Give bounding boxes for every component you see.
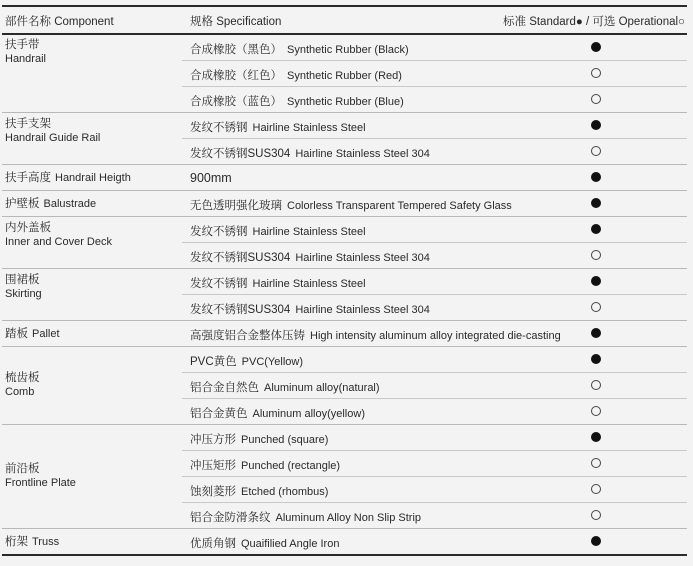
standard-dot-icon [591,432,601,442]
group-divider [2,320,687,321]
standard-dot-icon [591,224,601,234]
spec-name-cn: 合成橡胶（红色） [190,70,282,82]
component-cell [5,327,60,341]
component-name-cn: 护壁板 [5,198,40,210]
component-name-en: Pallet [32,328,60,340]
spec-name-cn: 高强度铝合金整体压铸 [190,330,305,342]
header-specification: 规格 Specification [190,16,282,28]
spec-name-cn: 铝合金防滑条纹 [190,512,271,524]
spec-name-en: Aluminum alloy(yellow) [252,408,365,420]
spec-name-en: PVC(Yellow) [241,356,303,368]
row-divider [182,242,687,243]
optional-circle-icon [591,406,601,416]
spec-text [190,327,561,343]
component-name-en: Inner and Cover Deck [5,236,112,248]
component-cell [5,171,131,185]
spec-name-cn: 无色透明强化玻璃 [190,200,282,212]
spec-name-en: Aluminum alloy(natural) [264,382,380,394]
standard-dot-icon [591,42,601,52]
spec-text [190,431,328,447]
component-cell [5,38,46,66]
optional-circle-icon [591,94,601,104]
spec-name-cn: 合成橡胶（蓝色） [190,96,282,108]
component-name-cn: 内外盖板 [5,222,51,234]
optional-circle-icon [591,458,601,468]
spec-name-cn: 发纹不锈钢 [190,226,248,238]
optional-circle-icon [591,380,601,390]
spec-text [190,93,404,109]
header-legend: 标准 Standard● / 可选 Operational○ [503,16,685,28]
standard-dot-icon [591,198,601,208]
spec-name-en: Hairline Stainless Steel 304 [295,148,430,160]
group-divider [2,190,687,191]
spec-name-en: Punched (rectangle) [241,460,341,472]
spec-name-en: Aluminum Alloy Non Slip Strip [275,512,422,524]
component-cell [5,117,100,145]
spec-name-en: Etched (rhombus) [241,486,329,498]
component-name-en: Handrail [5,53,46,65]
optional-circle-icon [591,302,601,312]
spec-name-en: Synthetic Rubber (Black) [287,44,409,56]
spec-text [190,353,303,369]
component-cell [5,221,112,249]
spec-name-en: Synthetic Rubber (Blue) [287,96,404,108]
spec-text [190,249,430,265]
spec-name-en: Synthetic Rubber (Red) [287,70,402,82]
row-divider [182,398,687,399]
component-name-en: Handrail Guide Rail [5,132,101,144]
spec-name-en: Quaifilied Angle Iron [241,538,340,550]
table-top-rule [2,5,687,7]
spec-text [190,457,340,473]
row-divider [182,450,687,451]
spec-name-cn: 900mm [190,171,232,185]
spec-name-cn: 冲压矩形 [190,460,236,472]
spec-name-cn: PVC黄色 [190,356,237,368]
group-divider [2,346,687,347]
component-cell [5,535,59,549]
spec-name-en: Punched (square) [241,434,329,446]
group-divider [2,112,687,113]
component-name-cn: 梳齿板 [5,372,40,384]
spec-text [190,119,366,135]
component-name-en: Balustrade [43,198,97,210]
spec-name-en: Hairline Stainless Steel 304 [295,252,430,264]
spec-text [190,379,380,395]
row-divider [182,294,687,295]
group-divider [2,268,687,269]
row-divider [182,60,687,61]
component-cell [5,371,40,399]
group-divider [2,424,687,425]
standard-dot-icon [591,120,601,130]
component-name-cn: 扶手支架 [5,118,51,130]
spec-name-cn: 优质角钢 [190,538,236,550]
spec-name-en: Hairline Stainless Steel [252,122,366,134]
standard-dot-icon [591,354,601,364]
standard-dot-icon [591,172,601,182]
row-divider [182,502,687,503]
component-name-cn: 前沿板 [5,463,40,475]
spec-name-cn: 发纹不锈钢 [190,278,248,290]
spec-name-en: Hairline Stainless Steel 304 [295,304,430,316]
group-divider [2,554,687,556]
group-divider [2,528,687,529]
component-name-en: Handrail Heigth [55,172,131,184]
spec-text [190,171,232,185]
spec-text [190,41,409,57]
standard-dot-icon [591,328,601,338]
spec-text [190,535,339,551]
component-name-cn: 扶手高度 [5,172,51,184]
spec-name-cn: 铝合金自然色 [190,382,259,394]
row-divider [182,372,687,373]
spec-text [190,145,430,161]
header-rule [2,33,687,35]
spec-name-en: Colorless Transparent Tempered Safety Glass [287,200,512,212]
spec-name-cn: 发纹不锈钢SUS304 [190,148,291,160]
component-name-en: Truss [32,536,60,548]
component-name-cn: 踏板 [5,328,28,340]
header-component: 部件名称 Component [5,16,114,28]
spec-text [190,223,366,239]
table-header [2,8,687,34]
spec-name-cn: 合成橡胶（黑色） [190,44,282,56]
spec-name-en: Hairline Stainless Steel [252,226,366,238]
spec-name-cn: 发纹不锈钢SUS304 [190,304,291,316]
component-name-en: Skirting [5,288,42,300]
row-divider [182,476,687,477]
optional-circle-icon [591,146,601,156]
spec-text [190,275,366,291]
component-cell [5,197,96,211]
spec-name-cn: 铝合金黄色 [190,408,248,420]
spec-name-cn: 发纹不锈钢SUS304 [190,252,291,264]
group-divider [2,216,687,217]
spec-text [190,509,421,525]
standard-dot-icon [591,536,601,546]
spec-text [190,197,512,213]
spec-text [190,67,402,83]
spec-text [190,301,430,317]
optional-circle-icon [591,250,601,260]
component-name-cn: 扶手带 [5,39,40,51]
spec-name-en: Hairline Stainless Steel [252,278,366,290]
spec-name-cn: 发纹不锈钢 [190,122,248,134]
standard-dot-icon [591,276,601,286]
group-divider [2,164,687,165]
optional-circle-icon [591,510,601,520]
component-name-en: Comb [5,386,35,398]
spec-name-cn: 蚀刻菱形 [190,486,236,498]
spec-text [190,405,365,421]
spec-text [190,483,328,499]
component-cell [5,273,42,301]
row-divider [182,86,687,87]
component-name-en: Frontline Plate [5,477,76,489]
component-name-cn: 桁架 [5,536,28,548]
optional-circle-icon [591,68,601,78]
spec-name-cn: 冲压方形 [190,434,236,446]
component-cell [5,462,76,490]
spec-name-en: High intensity aluminum alloy integrated die-casting [310,330,561,342]
component-name-cn: 围裙板 [5,274,40,286]
optional-circle-icon [591,484,601,494]
row-divider [182,138,687,139]
